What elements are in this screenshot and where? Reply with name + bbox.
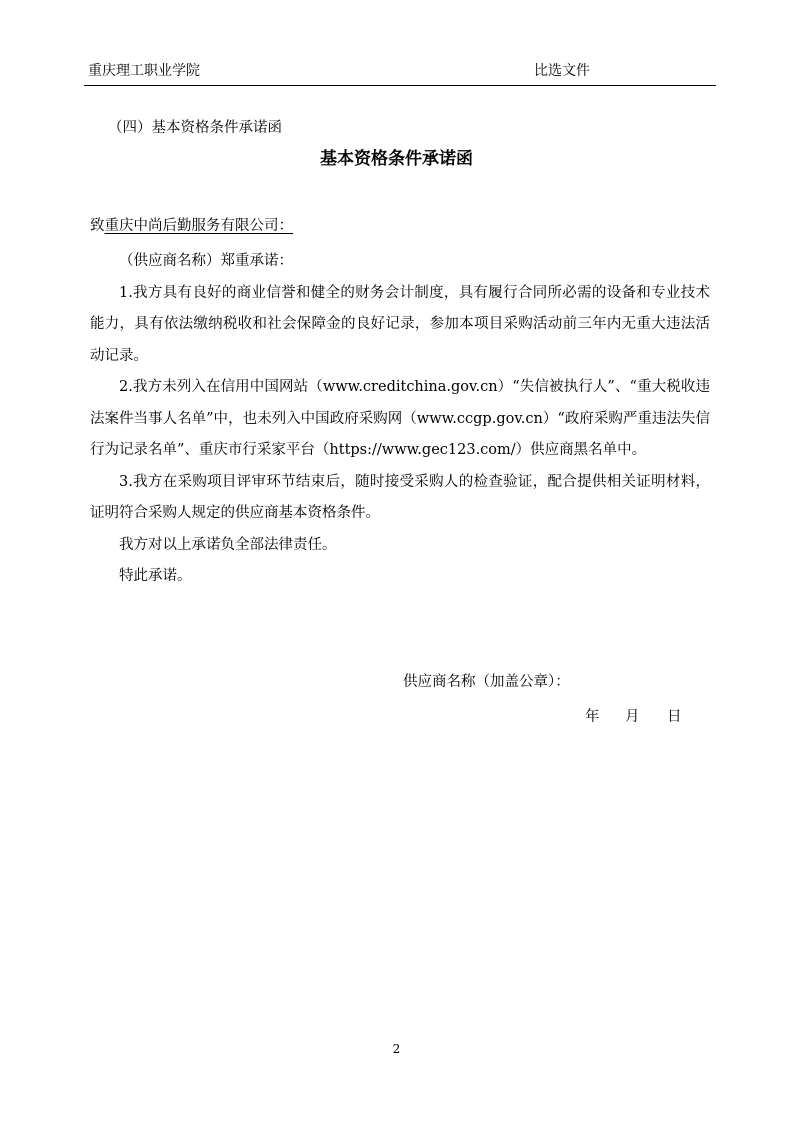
commitment-body [90,246,710,593]
header-doc-type: 比选文件 [534,63,590,79]
addressee-line [90,216,293,236]
commitment-item-1: 1.我方具有良好的商业信誉和健全的财务会计制度，具有履行合同所必需的设备和专业技术能力，具有依法缴纳税收和社会保障金的良好记录，参加本项目采购活动前三年内无重大违法活动记录。 [90,284,710,364]
page-header [84,60,714,82]
date-day: 日 [667,709,682,725]
date-year: 年 [585,709,600,725]
document-title: 基本资格条件承诺函 [320,149,473,169]
addressee-prefix: 致 [90,218,105,234]
date-month: 月 [625,709,640,725]
closing-statement: 特此承诺。 [119,568,192,584]
commitment-item-3: 3.我方在采购项目评审环节结束后，随时接受采购人的检查验证，配合提供相关证明材料，证明符合采购人规定的供应商基本资格条件。 [90,473,710,521]
addressee-name: 重庆中尚后勤服务有限公司： [104,218,293,234]
header-institution: 重庆理工职业学院 [88,63,200,79]
commitment-intro: （供应商名称）郑重承诺： [119,253,293,269]
section-label: （四）基本资格条件承诺函 [108,120,282,136]
supplier-signature-label: 供应商名称（加盖公章）： [403,674,570,690]
liability-statement: 我方对以上承诺负全部法律责任。 [119,536,337,553]
header-divider [84,85,716,86]
page-number: 2 [392,1042,401,1056]
commitment-item-2: 2.我方未列入在信用中国网站（www.creditchina.gov.cn）“失信被执行人”、“重大税收违法案件当事人名单”中，也未列入中国政府采购网（www.ccgp.gov.cn）“政府采购严重违法失信行为记录名单”、重庆市行采家平台（https://www.gec123.com/）供应商黑名单中。 [90,379,710,458]
